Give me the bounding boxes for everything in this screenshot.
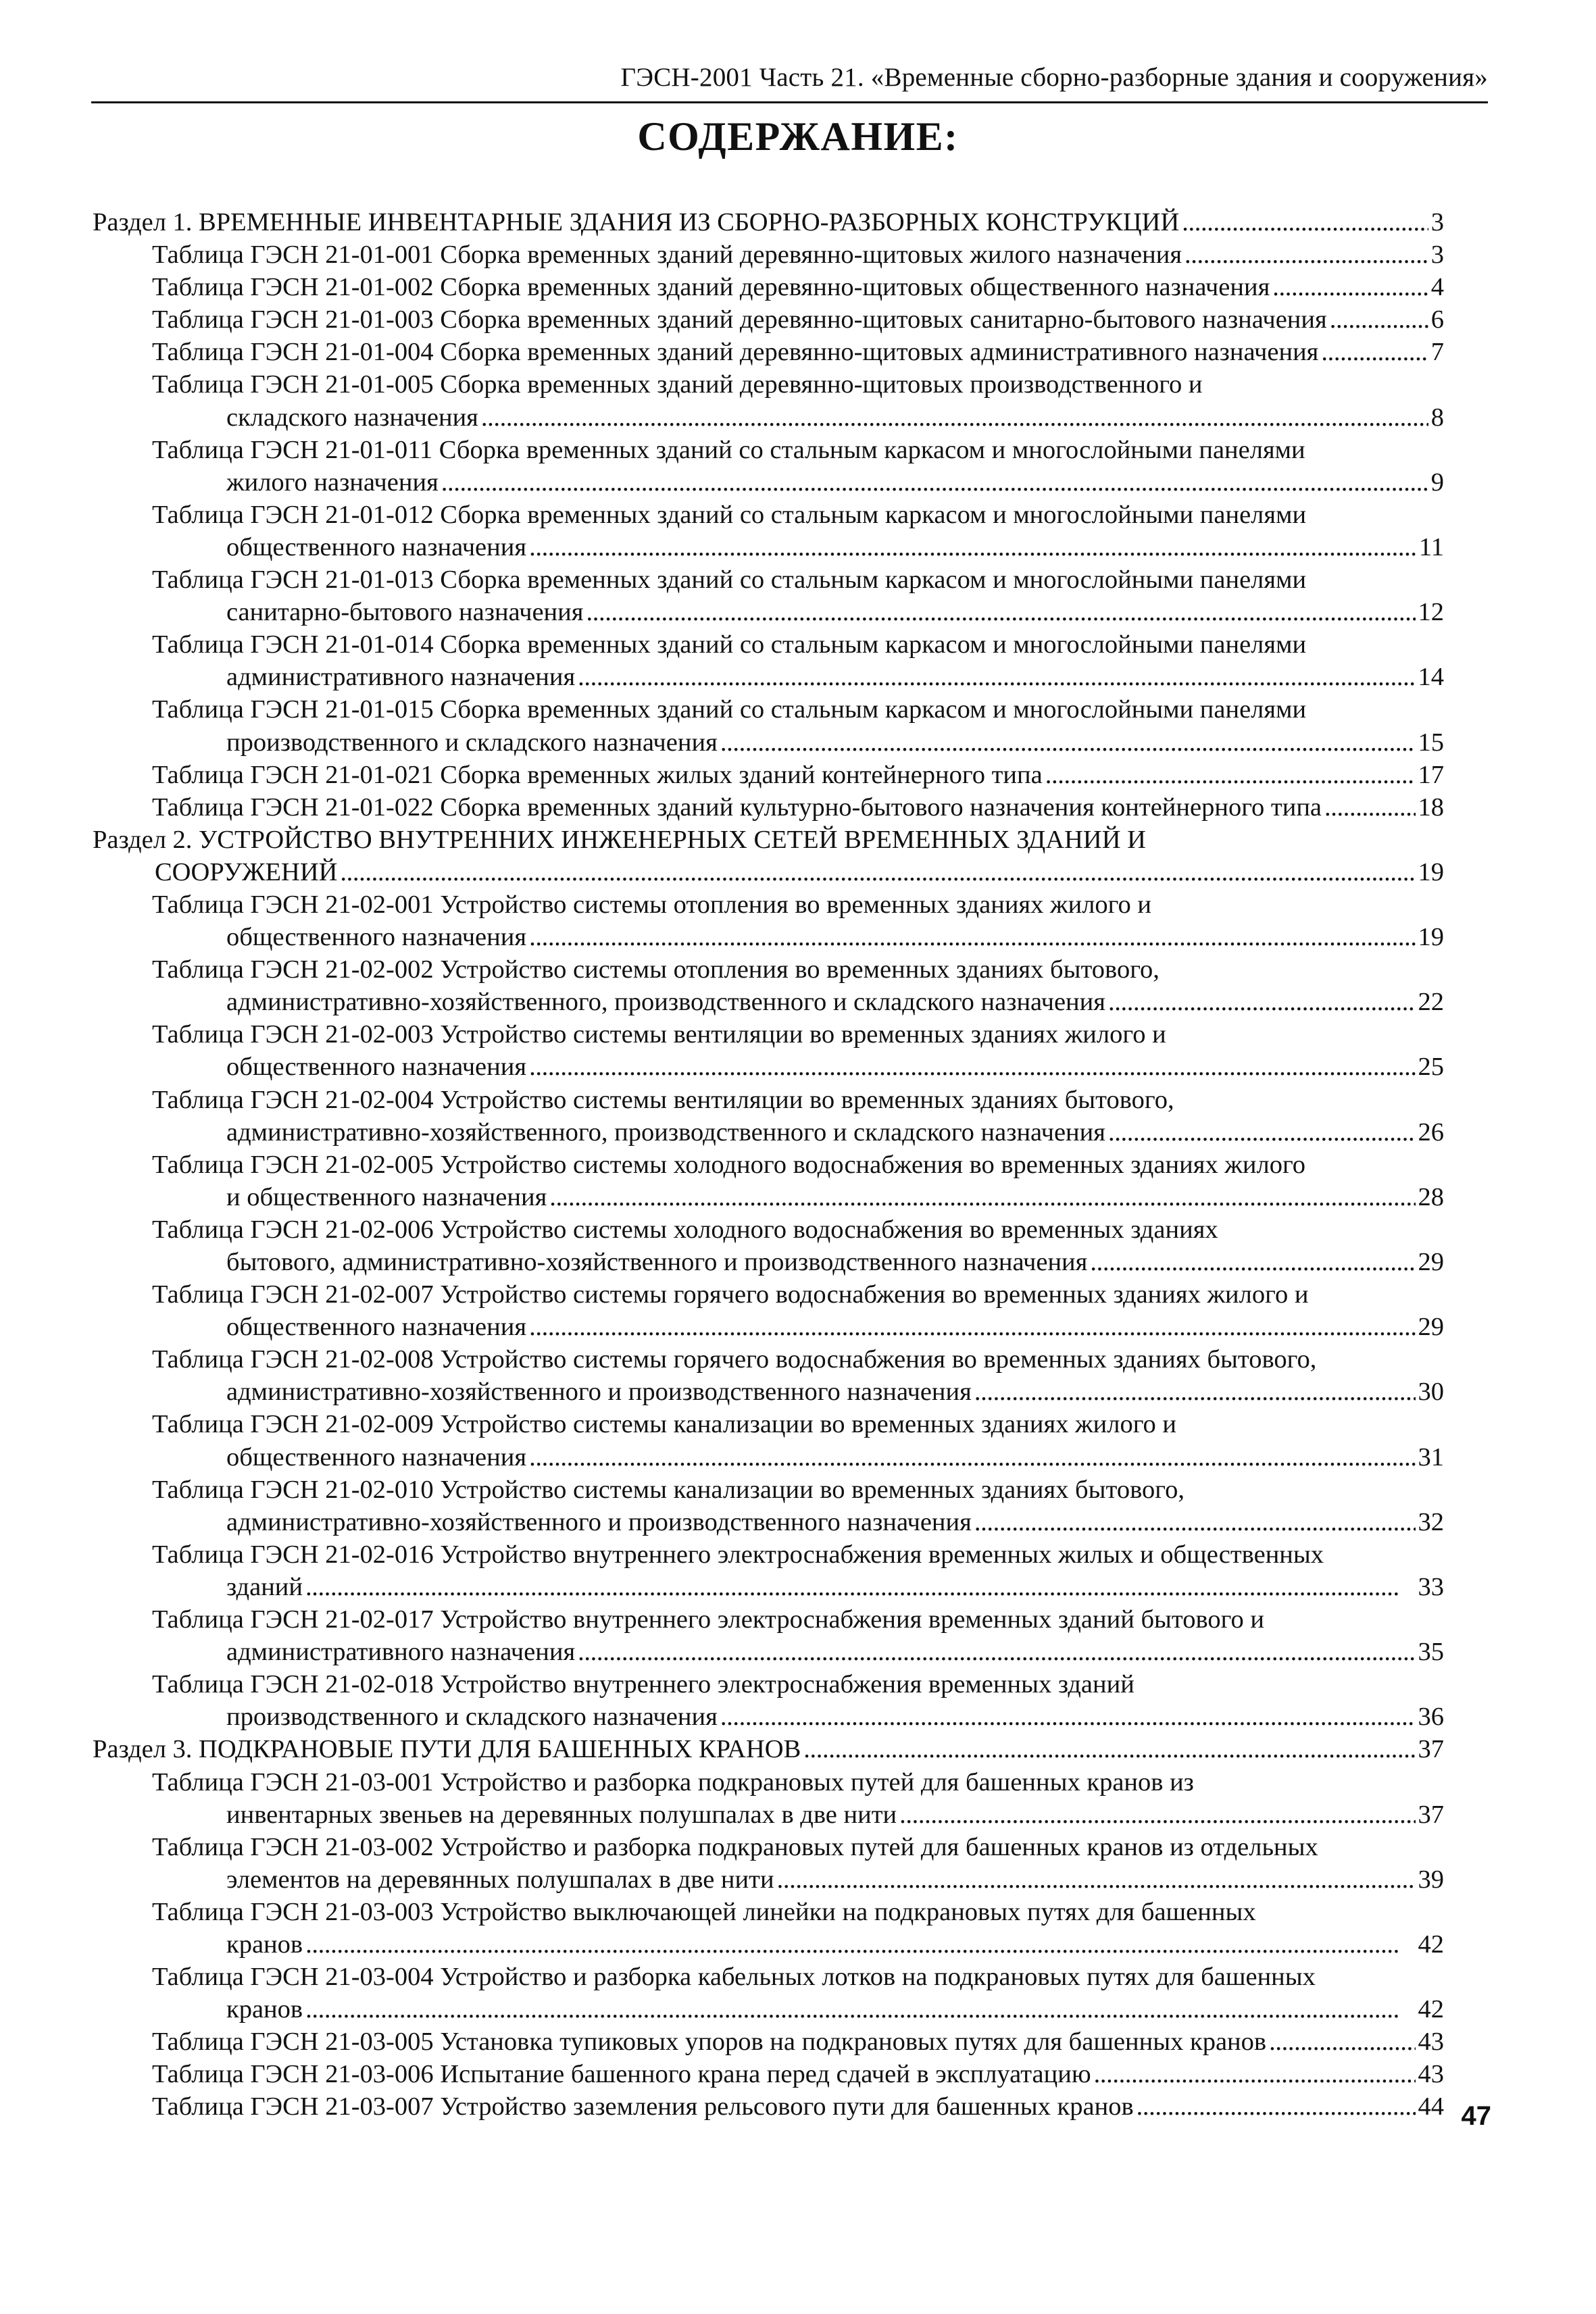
toc-page-number: 6 [1430,305,1444,334]
toc-entry-text: бытового, административно-хозяйственного и производственного назначения [226,1248,1088,1276]
dot-leader [1182,206,1428,238]
dot-leader [529,1051,1415,1083]
toc-table-entry[interactable] [93,238,1444,271]
toc-entry-text: зданий [226,1572,303,1601]
toc-table-entry[interactable] [93,953,1444,1018]
toc-table-entry[interactable] [93,1766,1444,1831]
toc-entry-text: административно-хозяйственного, производственного и складского назначения [226,988,1105,1017]
header-rule [91,101,1488,103]
toc-entry-text: элементов на деревянных полушпалах в две нити [226,1865,774,1894]
toc-entry-text: Таблица ГЭСН 21-03-001 Устройство и разборка подкрановых путей для башенных кранов из [152,1767,1194,1796]
toc-entry-text: общественного назначения [226,1442,527,1472]
toc-entry-text: общественного назначения [226,1053,527,1082]
toc-table-entry[interactable] [93,2058,1444,2090]
toc-entry-text: и общественного назначения [226,1182,547,1211]
toc-page-number: 29 [1418,1313,1444,1342]
toc-entry-text: СООРУЖЕНИЙ [155,857,338,886]
toc-entry-text: общественного назначения [226,1313,527,1342]
toc-entry-text: Таблица ГЭСН 21-02-003 Устройство системы вентиляции во временных зданиях жилого и [152,1020,1166,1049]
toc-table-entry[interactable] [93,888,1444,953]
toc-entry-text: Раздел 2. УСТРОЙСТВО ВНУТРЕННИХ ИНЖЕНЕРНЫХ СЕТЕЙ ВРЕМЕННЫХ ЗДАНИЙ И [93,825,1146,854]
toc-entry-text: инвентарных звеньев на деревянных полушпалах в две нити [226,1800,897,1829]
toc-entry-text: Таблица ГЭСН 21-01-003 Сборка временных зданий деревянно-щитовых санитарно-бытового назначения [152,305,1327,334]
dot-leader [586,596,1415,628]
toc-table-entry[interactable] [93,1343,1444,1408]
dot-leader [1090,1246,1415,1278]
toc-page-number: 28 [1418,1182,1444,1211]
dot-leader [578,661,1415,693]
toc-entry-text: Таблица ГЭСН 21-02-017 Устройство внутреннего электроснабжения временных зданий бытового и [152,1605,1264,1634]
toc-entry-text: кранов [226,1995,303,2024]
toc-table-entry[interactable] [93,271,1444,303]
toc-entry-text: складского назначения [226,403,478,432]
toc-page-number: 44 [1418,2092,1444,2121]
toc-entry-text: санитарно-бытового назначения [226,598,584,627]
toc-page-number: 8 [1430,403,1444,432]
toc-page-number: 17 [1418,760,1444,789]
toc-page-number: 15 [1418,728,1444,757]
toc-entry-text: Таблица ГЭСН 21-03-005 Установка тупиковых упоров на подкрановых путях для башенных кранов [152,2028,1267,2057]
dot-leader [481,401,1428,434]
toc-page-number: 32 [1418,1507,1444,1536]
dot-leader [529,1311,1415,1343]
toc-entry-text: производственного и складского назначения [226,1703,718,1732]
toc-entry-text: Таблица ГЭСН 21-03-006 Испытание башенного крана перед сдачей в эксплуатацию [152,2060,1091,2089]
toc-table-entry[interactable] [93,1149,1444,1213]
page-title: СОДЕРЖАНИЕ: [637,114,959,159]
toc-entry-text: Таблица ГЭСН 21-02-010 Устройство системы канализации во временных зданиях бытового, [152,1475,1184,1504]
toc-page-number: 7 [1430,338,1444,367]
toc-page-number: 25 [1418,1053,1444,1082]
toc-section-entry[interactable] [93,824,1444,888]
toc-table-entry[interactable] [93,563,1444,628]
dot-leader [1269,2026,1415,2058]
toc-page-number: 14 [1418,663,1444,692]
toc-entry-text: административно-хозяйственного, производственного и складского назначения [226,1117,1105,1147]
dot-leader [1045,759,1416,791]
toc-entry-text: административного назначения [226,1638,576,1667]
toc-table-entry[interactable] [93,628,1444,693]
dot-leader [777,1863,1416,1896]
dot-leader [1108,986,1416,1018]
toc-entry-text: Таблица ГЭСН 21-02-006 Устройство системы холодного водоснабжения во временных зданиях [152,1215,1218,1244]
toc-entry-text: жилого назначения [226,468,439,497]
toc-entry-text: общественного назначения [226,532,527,561]
toc-page-number: 36 [1418,1703,1444,1732]
toc-table-entry[interactable] [93,336,1444,368]
toc-table-entry[interactable] [93,1474,1444,1538]
dot-leader [529,531,1416,563]
dot-leader [803,1733,1415,1765]
dot-leader [305,1928,1415,1961]
toc-entry-text: административно-хозяйственного и производственного назначения [226,1507,972,1536]
toc-entry-text: Таблица ГЭСН 21-02-007 Устройство системы горячего водоснабжения во временных зданиях жилого и [152,1280,1309,1309]
toc-page-number: 19 [1418,857,1444,886]
toc-table-entry[interactable] [93,1213,1444,1278]
toc-table-entry[interactable] [93,1538,1444,1603]
dot-leader [1321,336,1428,368]
toc-table-entry[interactable] [93,1831,1444,1896]
toc-page-number: 37 [1418,1735,1444,1764]
toc-page-number: 22 [1418,988,1444,1017]
toc-page-number: 3 [1430,208,1444,236]
dot-leader [578,1636,1415,1668]
toc-page-number: 29 [1418,1248,1444,1276]
toc-entry-text: Таблица ГЭСН 21-01-022 Сборка временных зданий культурно-бытового назначения контейнерного типа [152,793,1322,822]
toc-page-number: 39 [1418,1865,1444,1894]
dot-leader [899,1799,1415,1831]
dot-leader [1137,2090,1416,2123]
toc-page-number: 9 [1430,468,1444,497]
toc-entry-text: Раздел 3. ПОДКРАНОВЫЕ ПУТИ ДЛЯ БАШЕННЫХ КРАНОВ [93,1735,801,1764]
page-number: 47 [1461,2101,1491,2131]
toc-page-number: 3 [1430,241,1444,270]
toc-entry-text: Таблица ГЭСН 21-03-007 Устройство заземления рельсового пути для башенных кранов [152,2092,1134,2121]
toc-entry-text: общественного назначения [226,923,527,952]
toc-table-entry[interactable] [93,759,1444,791]
toc-page-number: 33 [1418,1572,1444,1601]
toc-table-entry[interactable] [93,1408,1444,1473]
dot-leader [529,921,1415,953]
toc-page-number: 18 [1418,793,1444,822]
toc-entry-text: Таблица ГЭСН 21-01-014 Сборка временных зданий со стальным каркасом и многослойными панелями [152,630,1307,659]
toc-table-entry[interactable] [93,1084,1444,1149]
toc-table-entry[interactable] [93,693,1444,758]
dot-leader [305,1993,1415,2026]
toc-entry-text: Таблица ГЭСН 21-01-002 Сборка временных зданий деревянно-щитовых общественного назначения [152,273,1270,302]
running-header [91,62,1488,105]
toc-section-entry[interactable] [93,206,1444,238]
toc-table-entry[interactable] [93,1603,1444,1668]
toc-page-number: 12 [1418,598,1444,627]
dot-leader [1272,271,1428,303]
toc-entry-text: административного назначения [226,663,576,692]
dot-leader [1094,2058,1416,2090]
toc-page-number: 42 [1418,1995,1444,2024]
toc-table-entry[interactable] [93,1018,1444,1083]
toc-page-number: 42 [1418,1930,1444,1959]
toc-table-entry[interactable] [93,303,1444,336]
toc-entry-text: производственного и складского назначения [226,728,718,757]
toc-page-number: 43 [1418,2060,1444,2089]
toc-entry-text: Таблица ГЭСН 21-01-015 Сборка временных зданий со стальным каркасом и многослойными панелями [152,695,1307,724]
toc-table-entry[interactable] [93,2090,1444,2123]
toc-entry-text: Таблица ГЭСН 21-03-003 Устройство выключающей линейки на подкрановых путях для башенных [152,1897,1256,1926]
dot-leader [720,726,1416,759]
toc-entry-text: Таблица ГЭСН 21-01-021 Сборка временных жилых зданий контейнерного типа [152,760,1043,789]
toc-entry-text: административно-хозяйственного и производственного назначения [226,1378,972,1407]
toc-page-number: 26 [1418,1117,1444,1147]
toc-entry-text: Таблица ГЭСН 21-03-002 Устройство и разборка подкрановых путей для башенных кранов из отдельных [152,1832,1318,1861]
toc-entry-text: Таблица ГЭСН 21-01-004 Сборка временных зданий деревянно-щитовых административного назначения [152,338,1319,367]
toc-entry-text: Таблица ГЭСН 21-02-018 Устройство внутреннего электроснабжения временных зданий [152,1670,1134,1699]
dot-leader [340,856,1415,888]
toc-page-number: 43 [1418,2028,1444,2057]
dot-leader [441,466,1428,499]
toc-entry-text: Таблица ГЭСН 21-02-008 Устройство системы горячего водоснабжения во временных зданиях бытового, [152,1345,1317,1374]
dot-leader [1324,791,1415,824]
toc-page-number: 30 [1418,1378,1444,1407]
toc-page-number: 35 [1418,1638,1444,1667]
toc-entry-text: Таблица ГЭСН 21-01-013 Сборка временных зданий со стальным каркасом и многослойными панелями [152,565,1307,595]
toc-entry-text: Таблица ГЭСН 21-02-004 Устройство системы вентиляции во временных зданиях бытового, [152,1085,1174,1114]
dot-leader [974,1376,1416,1408]
toc-table-entry[interactable] [93,499,1444,563]
table-of-contents [93,206,1444,2123]
toc-table-entry[interactable] [93,1668,1444,1733]
toc-page-number: 31 [1418,1442,1444,1472]
toc-page-number: 4 [1430,273,1444,302]
dot-leader [529,1441,1415,1474]
dot-leader [305,1571,1416,1603]
running-title: ГЭСН-2001 Часть 21. «Временные сборно-разборные здания и сооружения» [620,63,1488,92]
toc-table-entry[interactable] [93,2026,1444,2058]
toc-page-number: 19 [1418,923,1444,952]
toc-table-entry[interactable] [93,1896,1444,1961]
dot-leader [720,1701,1416,1733]
toc-entry-text: Таблица ГЭСН 21-02-005 Устройство системы холодного водоснабжения во временных зданиях жилого [152,1150,1306,1179]
toc-entry-text: Таблица ГЭСН 21-01-012 Сборка временных зданий со стальным каркасом и многослойными панелями [152,500,1307,529]
toc-entry-text: Таблица ГЭСН 21-02-002 Устройство системы отопления во временных зданиях бытового, [152,955,1159,984]
toc-page-number: 11 [1418,532,1444,561]
toc-table-entry[interactable] [93,368,1444,433]
toc-entry-text: Таблица ГЭСН 21-01-001 Сборка временных зданий деревянно-щитовых жилого назначения [152,241,1182,270]
toc-table-entry[interactable] [93,791,1444,824]
toc-table-entry[interactable] [93,1278,1444,1343]
toc-table-entry[interactable] [93,434,1444,499]
toc-entry-text: кранов [226,1930,303,1959]
toc-entry-text: Раздел 1. ВРЕМЕННЫЕ ИНВЕНТАРНЫЕ ЗДАНИЯ ИЗ СБОРНО-РАЗБОРНЫХ КОНСТРУКЦИЙ [93,208,1180,236]
toc-entry-text: Таблица ГЭСН 21-01-005 Сборка временных зданий деревянно-щитовых производственного и [152,370,1203,399]
toc-table-entry[interactable] [93,1961,1444,2026]
toc-entry-text: Таблица ГЭСН 21-02-001 Устройство системы отопления во временных зданиях жилого и [152,890,1151,919]
toc-entry-text: Таблица ГЭСН 21-01-011 Сборка временных зданий со стальным каркасом и многослойными панелями [152,435,1305,464]
toc-entry-text: Таблица ГЭСН 21-03-004 Устройство и разборка кабельных лотков на подкрановых путях для башенных [152,1963,1316,1992]
dot-leader [549,1181,1415,1213]
toc-section-entry[interactable] [93,1733,1444,1765]
dot-leader [1330,303,1428,336]
toc-entry-text: Таблица ГЭСН 21-02-016 Устройство внутреннего электроснабжения временных жилых и общественных [152,1540,1324,1569]
dot-leader [974,1506,1416,1538]
toc-entry-text: Таблица ГЭСН 21-02-009 Устройство системы канализации во временных зданиях жилого и [152,1410,1177,1439]
dot-leader [1184,238,1428,271]
dot-leader [1108,1116,1416,1149]
toc-page-number: 37 [1418,1800,1444,1829]
